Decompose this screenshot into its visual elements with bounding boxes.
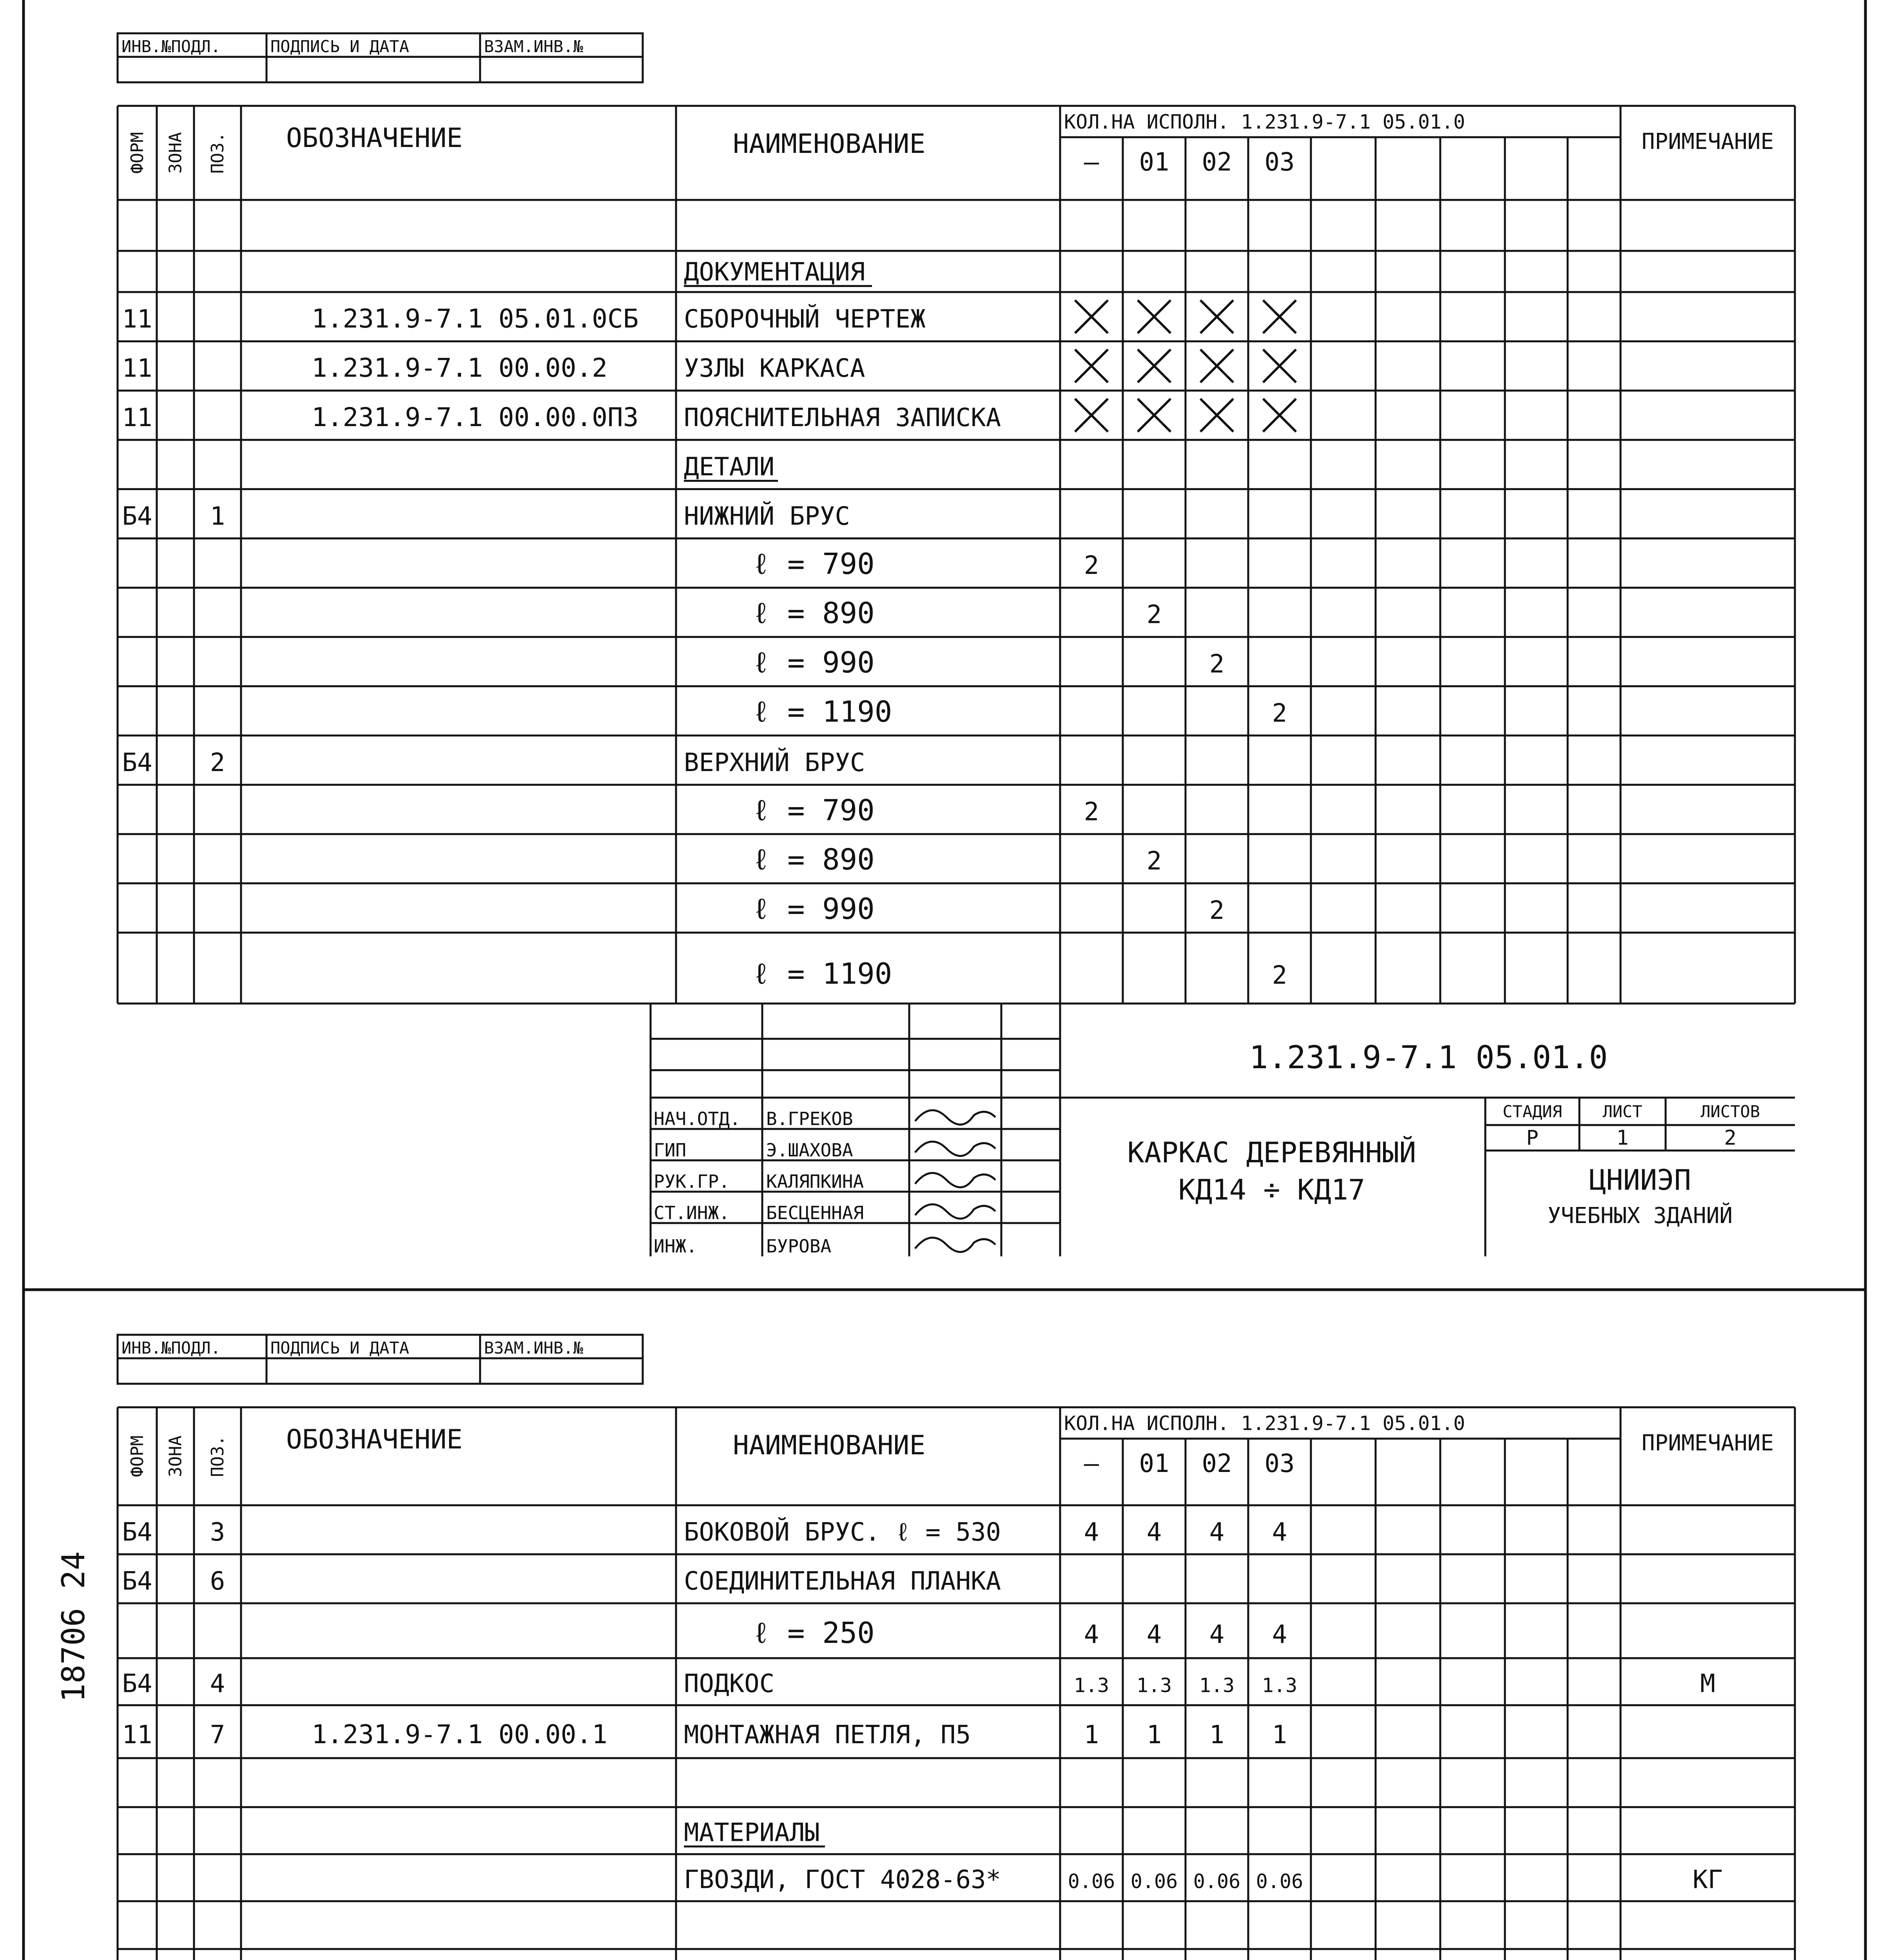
stamp-inv: ИНВ.№ПОДЛ. xyxy=(121,37,221,56)
header-zone: ЗОНА xyxy=(165,132,186,174)
header-qty: КОЛ.НА ИСПОЛН. 1.231.9-7.1 05.01.0 xyxy=(1064,111,1465,133)
cross-mark xyxy=(1200,300,1233,333)
cell-form: Б4 xyxy=(122,1518,152,1547)
cross-mark xyxy=(1075,350,1108,383)
cell-qty: 1 xyxy=(1146,1720,1162,1750)
table-row xyxy=(752,794,1099,828)
cell-pos: 6 xyxy=(210,1567,225,1596)
signature xyxy=(915,1173,995,1187)
cell-qty: 4 xyxy=(1084,1518,1099,1547)
cross-mark xyxy=(1263,399,1296,432)
staff-name: В.ГРЕКОВ xyxy=(766,1108,853,1129)
staff-name: БЕСЦЕННАЯ xyxy=(766,1202,864,1223)
cell-qty: 1 xyxy=(1272,1720,1287,1750)
cross-mark xyxy=(1138,300,1171,333)
table-row xyxy=(122,748,865,777)
cell-qty: 0.06 xyxy=(1256,1870,1303,1893)
cross-mark xyxy=(1138,399,1171,432)
cell-name: НИЖНИЙ БРУС xyxy=(684,502,850,531)
cell-name: ℓ = 1190 xyxy=(752,695,892,729)
cross-mark xyxy=(1075,399,1108,432)
stamp-replace-inv: ВЗАМ.ИНВ.№ xyxy=(484,37,583,56)
cell-qty: 2 xyxy=(1146,600,1162,630)
cell-designation: 1.231.9-7.1 05.01.0СБ xyxy=(312,303,639,334)
cell-qty: 4 xyxy=(1209,1518,1225,1547)
sheet1-stamp xyxy=(118,33,643,82)
cell-qty: 1.3 xyxy=(1199,1674,1235,1697)
sheet-2 xyxy=(118,1335,1838,1960)
table-row xyxy=(122,1669,1715,1698)
cell-qty: 2 xyxy=(1209,896,1225,925)
org-line-2: УЧЕБНЫХ ЗДАНИЙ xyxy=(1547,1203,1733,1229)
header-zone: ЗОНА xyxy=(165,1436,186,1477)
title-line-2: КД14 ÷ КД17 xyxy=(1178,1173,1365,1206)
cell-form: Б4 xyxy=(122,502,152,531)
staff-role: ИНЖ. xyxy=(654,1236,697,1257)
cell-form: Б4 xyxy=(122,1567,152,1596)
staff-name: БУРОВА xyxy=(766,1236,832,1257)
table-row xyxy=(122,1567,1001,1596)
sheet1-spec-table xyxy=(118,106,1795,1004)
cell-qty: 1.3 xyxy=(1262,1674,1298,1697)
cell-designation: 1.231.9-7.1 00.00.0ПЗ xyxy=(312,402,639,432)
header-qty: КОЛ.НА ИСПОЛН. 1.231.9-7.1 05.01.0 xyxy=(1064,1412,1465,1435)
cell-name: ДОКУМЕНТАЦИЯ xyxy=(684,258,865,287)
header-pos: ПОЗ. xyxy=(208,132,228,174)
signature xyxy=(915,1204,995,1219)
signature xyxy=(915,1110,995,1125)
cell-name: МОНТАЖНАЯ ПЕТЛЯ, П5 xyxy=(684,1720,971,1750)
cell-name: ℓ = 990 xyxy=(752,646,875,680)
cell-form: Б4 xyxy=(122,1669,152,1699)
cell-name: МАТЕРИАЛЫ xyxy=(684,1818,820,1847)
cell-qty: 4 xyxy=(1146,1620,1162,1649)
cell-qty: 2 xyxy=(1209,650,1225,679)
staff-row xyxy=(654,1108,995,1129)
cross-mark xyxy=(1263,300,1296,333)
cell-qty: 4 xyxy=(1084,1620,1099,1649)
header-form: ФОРМ xyxy=(127,132,147,174)
cell-qty: 2 xyxy=(1272,699,1287,728)
cell-name: ℓ = 790 xyxy=(752,793,875,828)
stage-label: СТАДИЯ xyxy=(1503,1102,1562,1121)
header-designation: ОБОЗНАЧЕНИЕ xyxy=(286,1424,463,1455)
cell-qty: 4 xyxy=(1209,1620,1225,1649)
header-variant: 02 xyxy=(1202,148,1232,177)
cell-note: М xyxy=(1700,1669,1715,1699)
sheets-label: ЛИСТОВ xyxy=(1700,1102,1760,1121)
cell-name: ℓ = 1190 xyxy=(752,957,892,991)
cell-name: ℓ = 790 xyxy=(752,547,875,581)
page-frame xyxy=(24,0,1865,1960)
title-line-1: КАРКАС ДЕРЕВЯННЫЙ xyxy=(1127,1136,1416,1169)
header-variant: 01 xyxy=(1139,1449,1169,1478)
cell-qty: 4 xyxy=(1146,1518,1162,1547)
cell-pos: 1 xyxy=(210,502,225,531)
stamp-sign-date: ПОДПИСЬ И ДАТА xyxy=(270,37,410,56)
cell-pos: 4 xyxy=(210,1669,225,1699)
table-row xyxy=(684,1818,825,1847)
stamp-inv: ИНВ.№ПОДЛ. xyxy=(121,1338,221,1357)
cell-qty: 4 xyxy=(1272,1620,1287,1649)
stage-value: Р xyxy=(1526,1126,1539,1150)
cell-qty: 0.06 xyxy=(1193,1870,1241,1893)
table-row xyxy=(122,501,850,531)
sheet2-spec-table xyxy=(118,1407,1795,1960)
staff-row xyxy=(654,1236,995,1257)
table-row xyxy=(752,957,1287,991)
cell-qty: 0.06 xyxy=(1068,1870,1115,1893)
cell-designation: 1.231.9-7.1 00.00.2 xyxy=(312,353,607,383)
sheet-1 xyxy=(118,33,1795,1257)
cross-mark xyxy=(1075,300,1108,333)
header-note: ПРИМЕЧАНИЕ xyxy=(1641,129,1774,154)
table-row xyxy=(752,597,1162,630)
cell-qty: 1.3 xyxy=(1073,1674,1109,1697)
cell-note: КГ xyxy=(1692,1865,1723,1895)
cell-name: СОЕДИНИТЕЛЬНАЯ ПЛАНКА xyxy=(684,1567,1001,1596)
staff-role: РУК.ГР. xyxy=(654,1171,730,1192)
margin-archive-number: 18706 24 xyxy=(55,1551,92,1702)
cell-qty: 1 xyxy=(1084,1720,1099,1750)
header-variant: 03 xyxy=(1264,148,1295,177)
table-row xyxy=(684,258,872,287)
cell-pos: 7 xyxy=(210,1720,225,1750)
cell-qty: 1.3 xyxy=(1136,1674,1172,1697)
cross-mark xyxy=(1138,350,1171,383)
header-designation: ОБОЗНАЧЕНИЕ xyxy=(286,123,463,154)
cell-name: ВЕРХНИЙ БРУС xyxy=(684,748,865,777)
table-row xyxy=(122,1719,1287,1749)
table-row xyxy=(752,695,1287,729)
cross-mark xyxy=(1200,399,1233,432)
staff-row xyxy=(654,1202,995,1223)
cell-qty: 2 xyxy=(1084,551,1099,581)
org-line-1: ЦНИИЭП xyxy=(1589,1163,1691,1196)
staff-name: КАЛЯПКИНА xyxy=(766,1171,864,1192)
sheet-value: 1 xyxy=(1616,1126,1629,1150)
cell-name: БОКОВОЙ БРУС. ℓ = 530 xyxy=(684,1518,1001,1547)
header-variant: — xyxy=(1084,148,1099,177)
title-code: 1.231.9-7.1 05.01.0 xyxy=(1249,1039,1608,1076)
cell-form: Б4 xyxy=(122,748,152,777)
staff-role: НАЧ.ОТД. xyxy=(654,1108,741,1129)
header-variant: 02 xyxy=(1202,1449,1232,1478)
staff-row xyxy=(654,1171,995,1192)
sheets-value: 2 xyxy=(1724,1126,1737,1150)
stamp-sign-date: ПОДПИСЬ И ДАТА xyxy=(270,1338,410,1357)
cell-name: ГВОЗДИ, ГОСТ 4028-63* xyxy=(684,1865,1001,1895)
cell-pos: 3 xyxy=(210,1518,225,1547)
staff-role: ГИП xyxy=(654,1140,687,1161)
cell-qty: 2 xyxy=(1146,847,1162,876)
cell-form: 11 xyxy=(122,403,152,432)
header-name: НАИМЕНОВАНИЕ xyxy=(733,1430,926,1461)
header-name: НАИМЕНОВАНИЕ xyxy=(733,129,926,160)
sheet-label: ЛИСТ xyxy=(1602,1102,1642,1121)
header-pos: ПОЗ. xyxy=(208,1436,228,1477)
sheet2-stamp xyxy=(118,1335,643,1384)
cell-qty: 4 xyxy=(1272,1518,1287,1547)
staff-row xyxy=(654,1140,995,1161)
cell-qty: 2 xyxy=(1272,961,1287,990)
cell-form: 11 xyxy=(122,354,152,383)
cell-name: ДЕТАЛИ xyxy=(684,452,775,482)
cross-mark xyxy=(1200,350,1233,383)
table-row xyxy=(752,843,1162,877)
cell-name: СБОРОЧНЫЙ ЧЕРТЕЖ xyxy=(684,305,926,334)
cross-mark xyxy=(1263,350,1296,383)
staff-name: Э.ШАХОВА xyxy=(766,1140,853,1161)
header-variant: 01 xyxy=(1139,148,1169,177)
header-variant: 03 xyxy=(1264,1449,1295,1478)
cell-qty: 1 xyxy=(1209,1720,1225,1750)
table-row xyxy=(684,453,778,482)
table-row xyxy=(752,892,1224,926)
table-row xyxy=(122,1517,1287,1547)
table-row xyxy=(752,1616,1287,1650)
table-row xyxy=(752,547,1099,581)
cell-designation: 1.231.9-7.1 00.00.1 xyxy=(312,1719,607,1750)
stamp-replace-inv: ВЗАМ.ИНВ.№ xyxy=(484,1338,583,1357)
signature xyxy=(915,1238,995,1252)
cell-name: ℓ = 890 xyxy=(752,843,875,877)
table-row xyxy=(122,300,1296,334)
staff-role: СТ.ИНЖ. xyxy=(654,1202,730,1223)
cell-name: ПОЯСНИТЕЛЬНАЯ ЗАПИСКА xyxy=(684,403,1001,432)
table-row xyxy=(122,350,1296,383)
signature xyxy=(915,1142,995,1156)
sheet1-title-block xyxy=(651,1004,1795,1257)
cell-name: ПОДКОС xyxy=(684,1669,775,1699)
cell-name: ℓ = 990 xyxy=(752,892,875,926)
cell-name: ℓ = 890 xyxy=(752,596,875,630)
cell-qty: 2 xyxy=(1084,797,1099,827)
cell-form: 11 xyxy=(122,1720,152,1750)
cell-form: 11 xyxy=(122,305,152,334)
table-row xyxy=(752,646,1224,679)
header-note: ПРИМЕЧАНИЕ xyxy=(1641,1430,1774,1456)
header-variant: — xyxy=(1084,1449,1099,1478)
table-row xyxy=(122,399,1296,432)
cell-name: ℓ = 250 xyxy=(752,1616,875,1650)
cell-qty: 0.06 xyxy=(1130,1870,1178,1893)
cell-name: УЗЛЫ КАРКАСА xyxy=(684,354,865,383)
header-form: ФОРМ xyxy=(127,1436,147,1477)
cell-pos: 2 xyxy=(210,748,225,777)
